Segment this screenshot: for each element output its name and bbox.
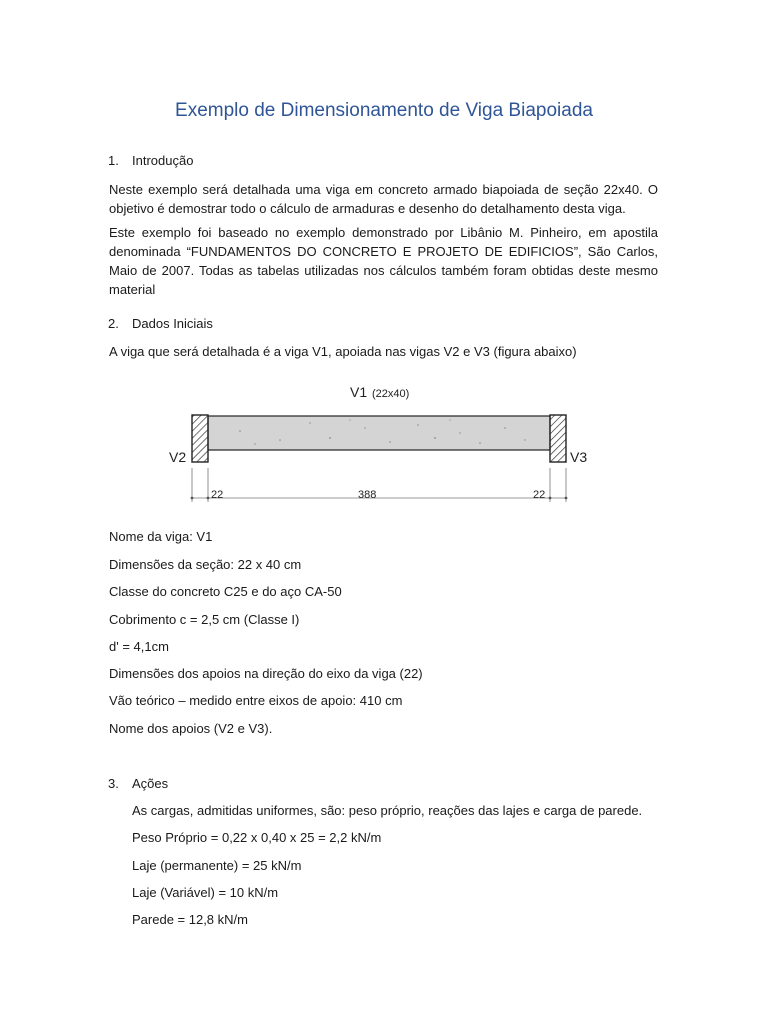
data-item: d' = 4,1cm bbox=[109, 639, 169, 654]
dimension-lines bbox=[192, 468, 566, 502]
section-title: Introdução bbox=[132, 153, 194, 168]
dim-left-label: 22 bbox=[211, 489, 224, 501]
data-item: Nome dos apoios (V2 e V3). bbox=[109, 721, 273, 736]
load-item: Laje (Variável) = 10 kN/m bbox=[132, 885, 279, 900]
section-title: Ações bbox=[132, 776, 169, 791]
section-heading-dados-iniciais bbox=[108, 316, 213, 331]
beam-section-label: (22x40) bbox=[372, 388, 410, 400]
load-item: As cargas, admitidas uniformes, são: peso próprio, reações das lajes e carga de parede. bbox=[132, 803, 643, 818]
right-support-label: V3 bbox=[570, 449, 588, 465]
left-support bbox=[192, 415, 208, 462]
document-title: Exemplo de Dimensionamento de Viga Biapoiada bbox=[175, 100, 593, 121]
paragraph: Neste exemplo será detalhada uma viga em concreto armado biapoiada de seção 22x40. O objetivo é demostrar todo o cálculo de armaduras e desenho do detalhamento desta viga. bbox=[109, 182, 658, 216]
beam-label: V1 bbox=[350, 384, 368, 400]
dim-right-label: 22 bbox=[533, 489, 546, 501]
load-item: Parede = 12,8 kN/m bbox=[132, 912, 248, 927]
section-heading-introducao bbox=[108, 153, 194, 168]
beam-figure bbox=[160, 378, 610, 518]
left-support-label: V2 bbox=[169, 449, 187, 465]
section-title: Dados Iniciais bbox=[132, 316, 213, 331]
paragraph: Este exemplo foi baseado no exemplo demonstrado por Libânio M. Pinheiro, em apostila denominada “FUNDAMENTOS DO CONCRETO E PROJETO DE EDIFICIOS”, São Carlos, Maio de 2007. Todas as tabelas utilizadas nos cálculos também foram obtidas deste mesmo material bbox=[109, 225, 658, 297]
data-item: Classe do concreto C25 e do aço CA-50 bbox=[109, 584, 342, 599]
paragraph: A viga que será detalhada é a viga V1, apoiada nas vigas V2 e V3 (figura abaixo) bbox=[109, 344, 577, 359]
right-support bbox=[550, 415, 566, 462]
section-number: 1. bbox=[108, 153, 119, 168]
beam-body bbox=[208, 416, 550, 450]
data-item: Vão teórico – medido entre eixos de apoio: 410 cm bbox=[109, 693, 403, 708]
dim-span-label: 388 bbox=[358, 489, 377, 501]
data-item: Nome da viga: V1 bbox=[109, 529, 213, 544]
load-item: Peso Próprio = 0,22 x 0,40 x 25 = 2,2 kN/m bbox=[132, 830, 382, 845]
section-number: 3. bbox=[108, 776, 119, 791]
data-item: Dimensões dos apoios na direção do eixo da viga (22) bbox=[109, 666, 423, 681]
data-item: Cobrimento c = 2,5 cm (Classe I) bbox=[109, 612, 300, 627]
section-heading-acoes bbox=[108, 776, 169, 791]
load-item: Laje (permanente) = 25 kN/m bbox=[132, 858, 302, 873]
data-item: Dimensões da seção: 22 x 40 cm bbox=[109, 557, 302, 572]
section-number: 2. bbox=[108, 316, 119, 331]
